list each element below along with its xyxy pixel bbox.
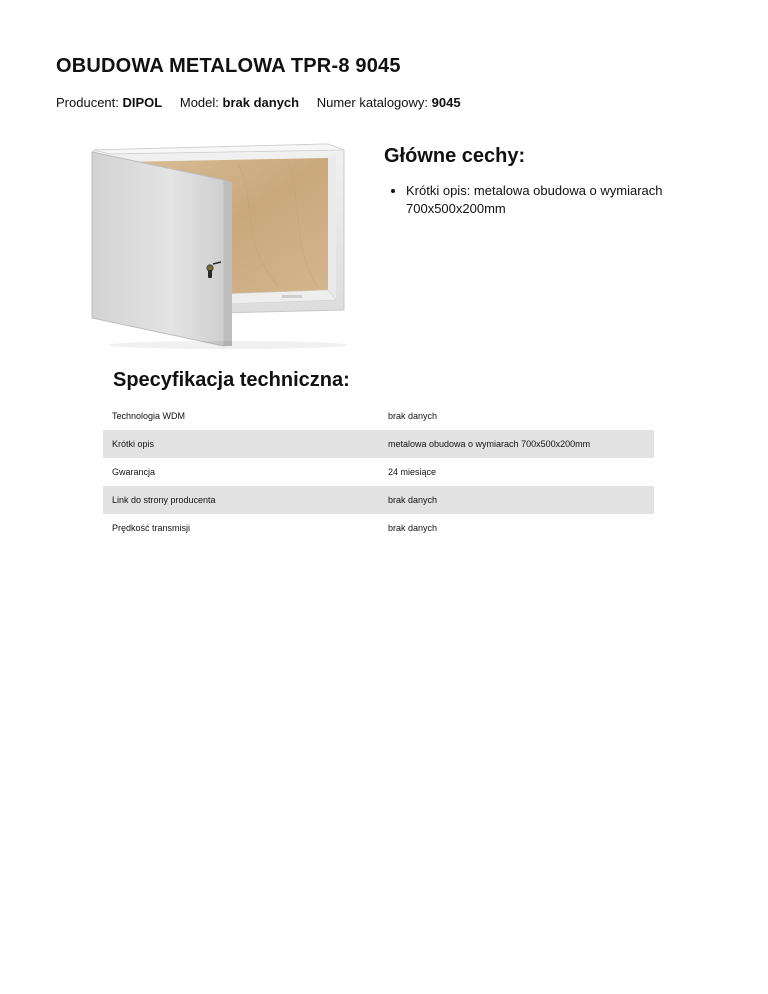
producer-label: Producent:	[56, 95, 119, 110]
spec-key: Gwarancja	[112, 467, 156, 477]
table-row	[103, 430, 654, 458]
features-heading: Główne cechy:	[384, 145, 526, 167]
catalog-info	[317, 95, 461, 110]
product-title: OBUDOWA METALOWA TPR-8 9045	[56, 55, 401, 77]
model-label: Model:	[179, 95, 219, 110]
table-row	[103, 486, 654, 514]
spec-key: Prędkość transmisji	[112, 523, 191, 533]
spec-value: brak danych	[388, 523, 438, 533]
table-row	[103, 458, 654, 486]
spec-table	[103, 402, 654, 542]
model-info	[180, 95, 299, 110]
spec-key: Technologia WDM	[112, 411, 186, 421]
spec-heading: Specyfikacja techniczna:	[113, 369, 350, 391]
catalog-value: 9045	[431, 95, 461, 110]
spec-key: Krótki opis	[103, 430, 379, 458]
spec-value: 24 miesiące	[388, 467, 437, 477]
features-list	[384, 182, 736, 218]
product-meta	[56, 95, 475, 110]
producer-info	[56, 95, 162, 110]
table-row	[103, 402, 654, 430]
list-item: • Krótki opis: metalowa obudowa o wymiarach 700x500x200mm	[406, 182, 736, 218]
spec-key: Link do strony producenta	[103, 486, 379, 514]
spec-value: brak danych	[379, 486, 654, 514]
table-row	[103, 514, 654, 542]
product-image	[88, 140, 350, 350]
catalog-label: Numer katalogowy:	[316, 95, 429, 110]
model-value: brak danych	[222, 95, 300, 110]
spec-value: metalowa obudowa o wymiarach 700x500x200mm	[379, 430, 654, 458]
producer-value: DIPOL	[122, 95, 163, 110]
spec-value: brak danych	[388, 411, 438, 421]
